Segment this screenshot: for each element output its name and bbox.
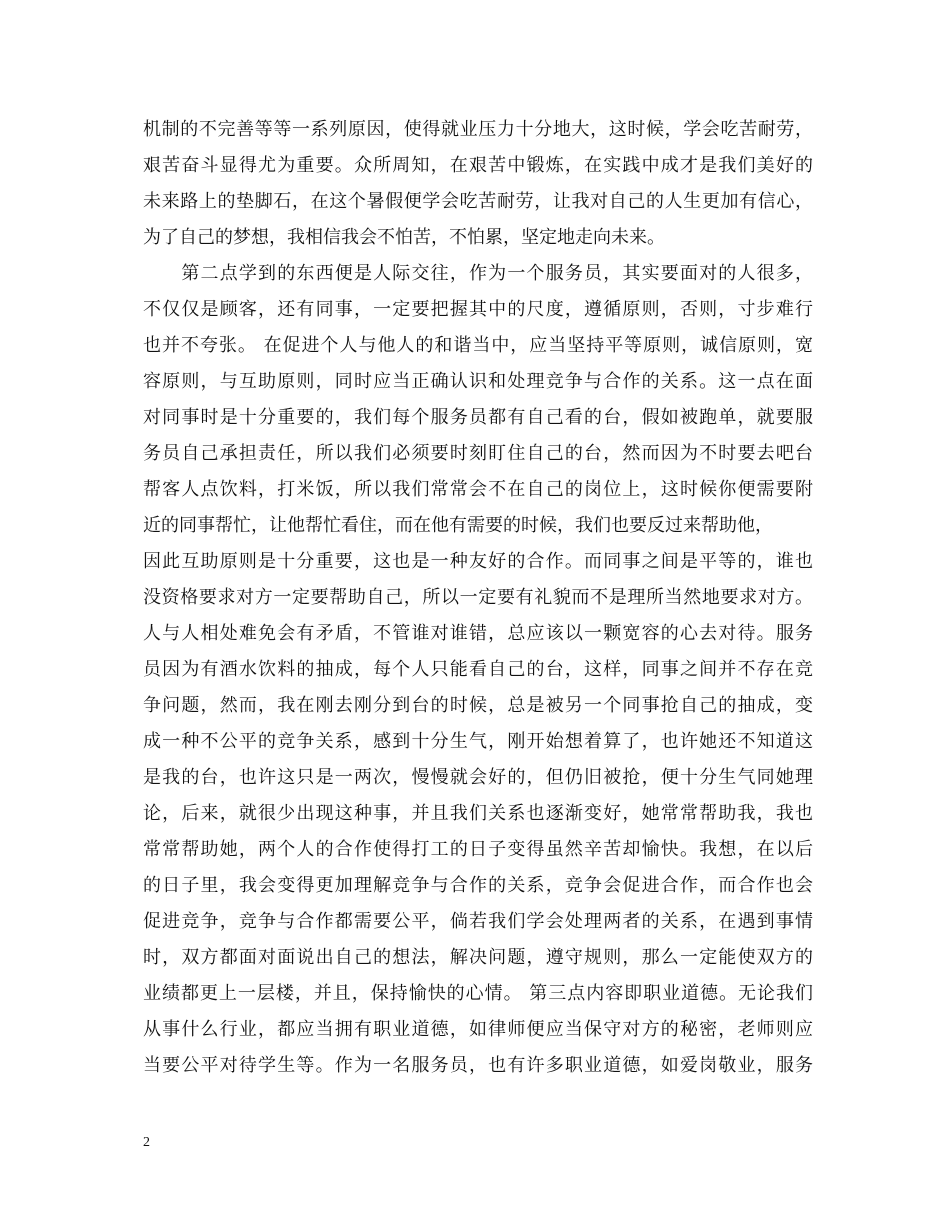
text-line: 争问题，然而，我在刚去刚分到台的时候，总是被另一个同事抢自己的抽成，变 (143, 695, 813, 716)
text-line: 论，后来，就很少出现这种事，并且我们关系也逐渐变好，她常常帮助我，我也 (143, 803, 813, 824)
text-line: 促进竞争，竞争与合作都需要公平，倘若我们学会处理两者的关系，在遇到事情 (143, 911, 813, 932)
text-line: 近的同事帮忙，让他帮忙看住，而在他有需要的时候，我们也要反过来帮助他， (143, 515, 773, 536)
text-line: 机制的不完善等等一系列原因，使得就业压力十分地大，这时候，学会吃苦耐劳， (143, 119, 813, 140)
text-line: 艰苦奋斗显得尤为重要。众所周知，在艰苦中锻炼，在实践中成才是我们美好的 (143, 155, 813, 176)
text-line: 也并不夸张。 在促进个人与他人的和谐当中，应当坚持平等原则，诚信原则，宽 (143, 335, 813, 356)
text-line: 业绩都更上一层楼，并且，保持愉快的心情。 第三点内容即职业道德。无论我们 (143, 983, 813, 1004)
text-line: 当要公平对待学生等。作为一名服务员，也有许多职业道德，如爱岗敬业，服务 (143, 1055, 813, 1076)
text-line: 的日子里，我会变得更加理解竞争与合作的关系，竞争会促进合作，而合作也会 (143, 875, 813, 896)
text-line: 没资格要求对方一定要帮助自己，所以一定要有礼貌而不是理所当然地要求对方。 (143, 587, 813, 608)
text-line: 时，双方都面对面说出自己的想法，解决问题，遵守规则，那么一定能使双方的 (143, 947, 813, 968)
text-line: 从事什么行业，都应当拥有职业道德，如律师便应当保守对方的秘密，老师则应 (143, 1019, 813, 1040)
text-line: 因此互助原则是十分重要，这也是一种友好的合作。而同事之间是平等的，谁也 (143, 551, 813, 572)
text-line: 人与人相处难免会有矛盾，不管谁对谁错，总应该以一颗宽容的心去对待。服务 (143, 623, 813, 644)
text-line: 常常帮助她，两个人的合作使得打工的日子变得虽然辛苦却愉快。我想，在以后 (143, 839, 813, 860)
text-line: 未来路上的垫脚石，在这个暑假便学会吃苦耐劳，让我对自己的人生更加有信心， (143, 191, 813, 212)
text-line: 帮客人点饮料，打米饭，所以我们常常会不在自己的岗位上，这时候你便需要附 (143, 479, 813, 500)
text-line: 对同事时是十分重要的，我们每个服务员都有自己看的台，假如被跑单，就要服 (143, 407, 813, 428)
text-line: 员因为有酒水饮料的抽成，每个人只能看自己的台，这样，同事之间并不存在竞 (143, 659, 813, 680)
text-line: 务员自己承担责任，所以我们必须要时刻盯住自己的台，然而因为不时要去吧台 (143, 443, 813, 464)
text-line: 不仅仅是顾客，还有同事，一定要把握其中的尺度，遵循原则，否则，寸步难行 (143, 299, 813, 320)
page-number: 2 (143, 1135, 150, 1150)
text-line: 容原则，与互助原则，同时应当正确认识和处理竞争与合作的关系。这一点在面 (143, 371, 813, 392)
text-line: 第二点学到的东西便是人际交往，作为一个服务员，其实要面对的人很多， (143, 263, 813, 284)
text-line: 为了自己的梦想，我相信我会不怕苦，不怕累，坚定地走向未来。 (143, 227, 665, 248)
text-line: 是我的台，也许这只是一两次，慢慢就会好的，但仍旧被抢，便十分生气同她理 (143, 767, 813, 788)
body-text (143, 112, 813, 1084)
text-line: 成一种不公平的竞争关系，感到十分生气，刚开始想着算了，也许她还不知道这 (143, 731, 813, 752)
